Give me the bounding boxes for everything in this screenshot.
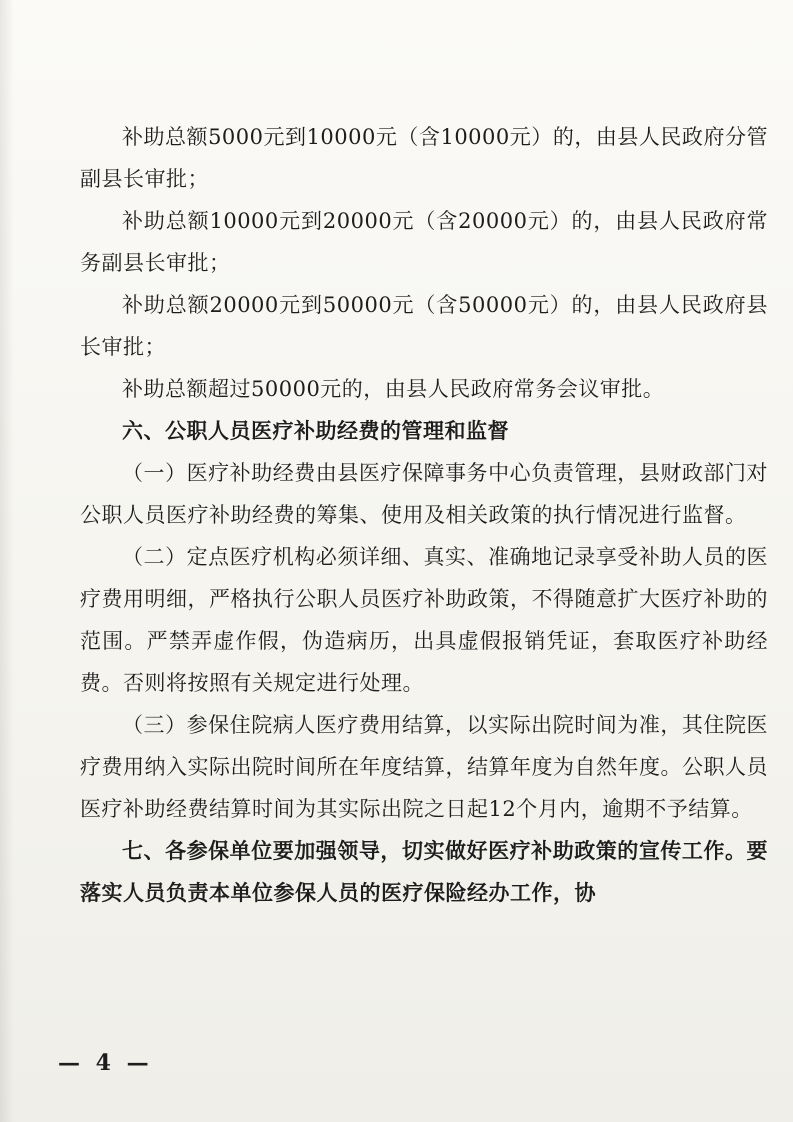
document-body [80,116,768,914]
section-heading-seven: 七、各参保单位要加强领导，切实做好医疗补助政策的宣传工作。要落实人员负责本单位参保人员的医疗保险经办工作，协 [80,838,768,905]
paragraph-approval-executive-meeting: 补助总额超过50000元的，由县人民政府常务会议审批。 [122,377,665,401]
paragraph-management-3: （三）参保住院病人医疗费用结算，以实际出院时间为准，其住院医疗费用纳入实际出院时间所在年度结算，结算年度为自然年度。公职人员医疗补助经费结算时间为其实际出院之日起12个月内，逾期不予结算。 [80,713,768,821]
section-heading-six: 六、公职人员医疗补助经费的管理和监督 [122,418,509,443]
page-edge-shadow [0,0,14,1122]
paragraph-approval-county-deputy: 补助总额5000元到10000元（含10000元）的，由县人民政府分管副县长审批； [80,125,768,191]
paragraph-management-1: （一）医疗补助经费由县医疗保障事务中心负责管理，县财政部门对公职人员医疗补助经费的筹集、使用及相关政策的执行情况进行监督。 [80,461,768,527]
page-number: — 4 — [58,1050,153,1076]
paragraph-approval-executive-deputy: 补助总额10000元到20000元（含20000元）的，由县人民政府常务副县长审批； [80,209,768,275]
paragraph-approval-county-head: 补助总额20000元到50000元（含50000元）的，由县人民政府县长审批； [80,293,768,359]
paragraph-management-2: （二）定点医疗机构必须详细、真实、准确地记录享受补助人员的医疗费用明细，严格执行公职人员医疗补助政策，不得随意扩大医疗补助的范围。严禁弄虚作假，伪造病历，出具虚假报销凭证，套取医疗补助经费。否则将按照有关规定进行处理。 [80,545,768,695]
